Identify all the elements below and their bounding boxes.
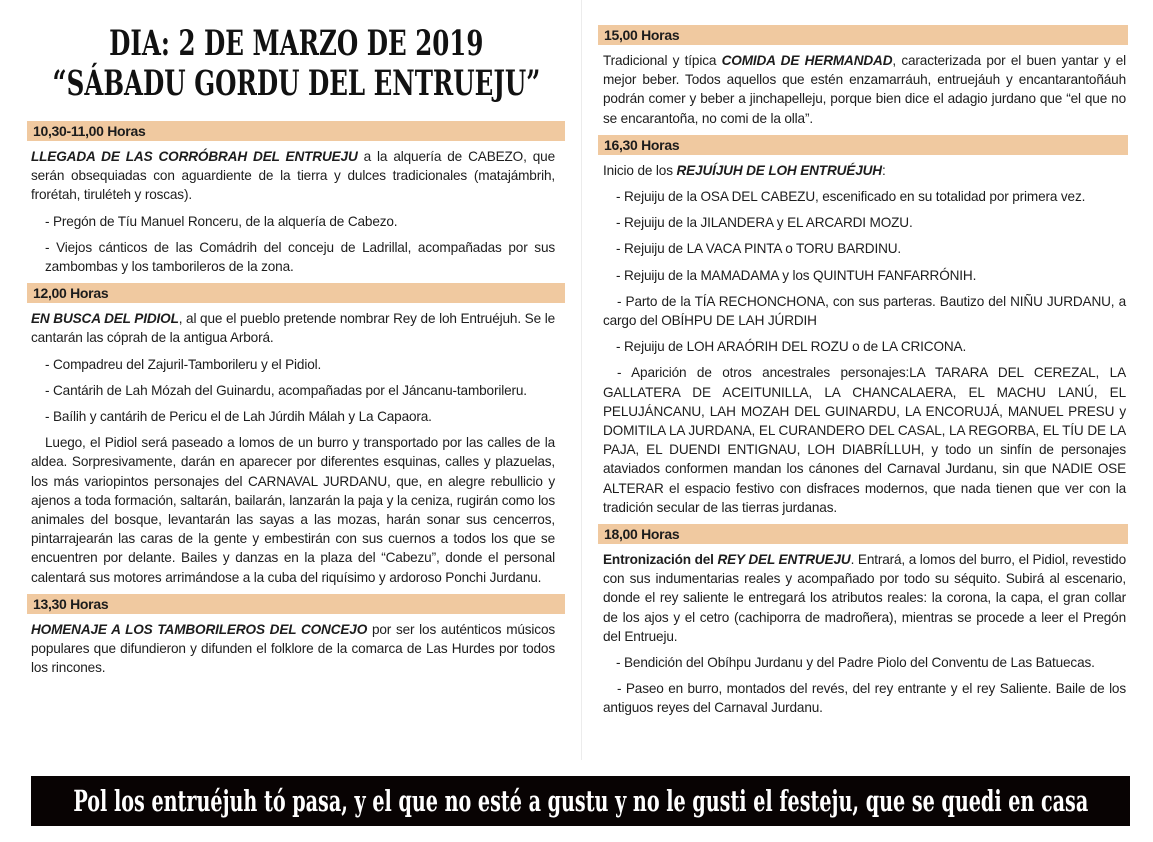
section-time-band: 13,30 Horas — [27, 594, 565, 614]
section-text: Inicio de los — [603, 162, 677, 178]
list-item: - Rejuiju de la MAMADAMA y los QUINTUH FANFARRÓNIH. — [616, 267, 977, 283]
list-item: - Rejuiju de LA VACA PINTA o TORU BARDINU. — [616, 241, 902, 257]
section-text: a la alquería de CABEZO, que serán obsequiadas con aguardiente de la tierra y dulces tradicionales (matajámbrih, frorétah, tiruléteh y roscas). — [31, 149, 555, 203]
list-item: - Bendición del Obíhpu Jurdanu y del Padre Piolo del Conventu de Las Batuecas. — [616, 655, 1095, 671]
section-paragraph — [598, 51, 1128, 128]
section-paragraph — [27, 147, 565, 205]
list-item: - Parto de la TÍA RECHONCHONA, con sus parteras. Bautizo del NIÑU JURDANU, a cargo del OBÍHPU DE LAH JÚRDIH — [603, 293, 1126, 329]
page-title — [27, 24, 565, 104]
section-highlight: COMIDA DE HERMANDAD — [721, 53, 893, 68]
list-item: - Paseo en burro, montados del revés, del rey entrante y el rey Saliente. Baile de los antiguos reyes del Carnaval Jurdanu. — [603, 681, 1126, 716]
section-paragraph — [598, 161, 1128, 180]
section-highlight: EN BUSCA DEL PIDIOL — [31, 311, 179, 327]
section-paragraph — [598, 550, 1128, 646]
section-time-band: 10,30-11,00 Horas — [27, 121, 565, 141]
footer-slogan-text: Pol los entruéjuh tó pasa, y el que no esté a gustu y no le gusti el festeju, que se quedi en casa — [73, 784, 1088, 818]
list-item: - Pregón de Tíu Manuel Ronceru, de la alquería de Cabezo. — [45, 213, 398, 229]
right-column — [598, 25, 1128, 725]
section-highlight: LLEGADA DE LAS CORRÓBRAH DEL ENTRUEJU — [31, 149, 358, 164]
section-text: , al que el pueblo pretende nombrar Rey de loh Entruéjuh. Se le cantarán las cóprah de la antigua Arborá. — [31, 311, 555, 346]
section-description: Luego, el Pidiol será paseado a lomos de un burro y transportado por las calles de la aldea. Sorpresivamente, darán en aparecer por diferentes esquinas, calles y plazuelas, los más variopintos personajes del CARNAVAL JURDANU, que, en alegre rebullicio y ajenos a toda formación, saltarán, bailarán, lanzarán la paja y la ceniza, rugirán como los animales del bosque, levantarán las sayas a las mozas, harán sonar sus cencerros, pintarrajearán las caras de la gente y embestirán con sus cuernos a todos los que se encuentren por delante. Bailes y danzas en la plaza del “Cabezu”, donde el personal calentará sus motores arrimándose a la cuba del riquísimo y ardoroso Ponchi Jurdanu. — [31, 435, 555, 585]
list-item: - Rejuiju de LOH ARAÓRIH DEL ROZU o de LA CRICONA. — [616, 339, 967, 355]
section-time-band: 18,00 Horas — [598, 524, 1128, 544]
section-time-band: 15,00 Horas — [598, 25, 1128, 45]
list-item: - Viejos cánticos de las Comádrih del conceju de Ladrillal, acompañadas por sus zambombas y los tamborileros de la zona. — [45, 239, 555, 275]
footer-slogan-banner — [31, 776, 1130, 826]
section-text: . Entrará, a lomos del burro, el Pidiol, revestido con sus indumentarias reales y acompañado por todo su séquito. Subirá al escenario, donde el rey saliente le entregará los atributos reales: la corona, la capa, el gran collar de los ajos y el cetro (cachiporra de madroñera), mientras se procede a leer el Pregón del Entrueju. — [603, 552, 1126, 644]
section-text: , caracterizada por el buen yantar y el mejor beber. Todos aquellos que estén enzamarráuh, entruejáuh y encantarantoñáuh podrán comer y beber a jinchapelleju, porque bien dice el adagio jurdano que “el que no se encarantoña, no comi de la olla”. — [603, 53, 1126, 126]
section-time-band: 12,00 Horas — [27, 283, 565, 303]
list-item: - Cantárih de Lah Mózah del Guinardu, acompañadas por el Jáncanu-tamborileru. — [45, 382, 527, 398]
section-paragraph — [27, 620, 565, 678]
list-item: - Compadreu del Zajuril-Tamborileru y el Pidiol. — [45, 356, 322, 372]
section-text: por ser los auténticos músicos populares que difundieron y difunden el folklore de la comarca de Las Hurdes por todos los rincones. — [31, 621, 555, 676]
section-text: : — [881, 162, 886, 178]
page-title-date: DIA: 2 DE MARZO DE 2019 — [108, 23, 484, 64]
list-item: - Rejuiju de la OSA DEL CABEZU, escenificado en su totalidad por primera vez. — [616, 189, 1086, 205]
section-highlight: REY DEL ENTRUEJU — [717, 552, 851, 568]
section-highlight: HOMENAJE A LOS TAMBORILEROS DEL CONCEJO — [31, 621, 368, 637]
section-highlight: REJUÍJUH DE LOH ENTRUÉJUH — [676, 162, 882, 178]
page-fold-line — [581, 0, 582, 760]
section-text: Entronización del — [603, 552, 718, 568]
list-item: - Baílih y cantárih de Pericu el de Lah Júrdih Málah y La Capaora. — [45, 409, 432, 425]
page-title-event: “SÁBADU GORDU DEL ENTRUEJU” — [52, 63, 540, 104]
section-text: Tradicional y típica — [603, 53, 722, 68]
section-paragraph — [27, 309, 565, 347]
list-item: - Rejuiju de la JILANDERA y EL ARCARDI MOZU. — [616, 215, 913, 231]
list-item: - Aparición de otros ancestrales personajes:LA TARARA DEL CEREZAL, LA GALLATERA DE ACEITUNILLA, LA CHANCALAERA, EL MACHU LANÚ, EL PELUJÁNCANU, LAH MOZAH DEL GUINARDU, LA ENCORUJÁ, MANUEL PRESU y DOMITILA LA JURDANA, EL CURANDERO DEL CASAL, LA REGORBA, EL TÍU DE LA PAJA, EL DUENDI ENTIGNAU, LOH DIABRÍLLUH, y todo un sinfín de personajes ataviados conformen mandan los cánones del Carnaval Jurdanu, sin que NADIE OSE ALTERAR el espacio festivo con disfraces modernos, que nada tienen que ver con la tradición secular de las tierras jurdanas. — [603, 365, 1126, 515]
section-time-band: 16,30 Horas — [598, 135, 1128, 155]
left-column — [27, 121, 565, 684]
